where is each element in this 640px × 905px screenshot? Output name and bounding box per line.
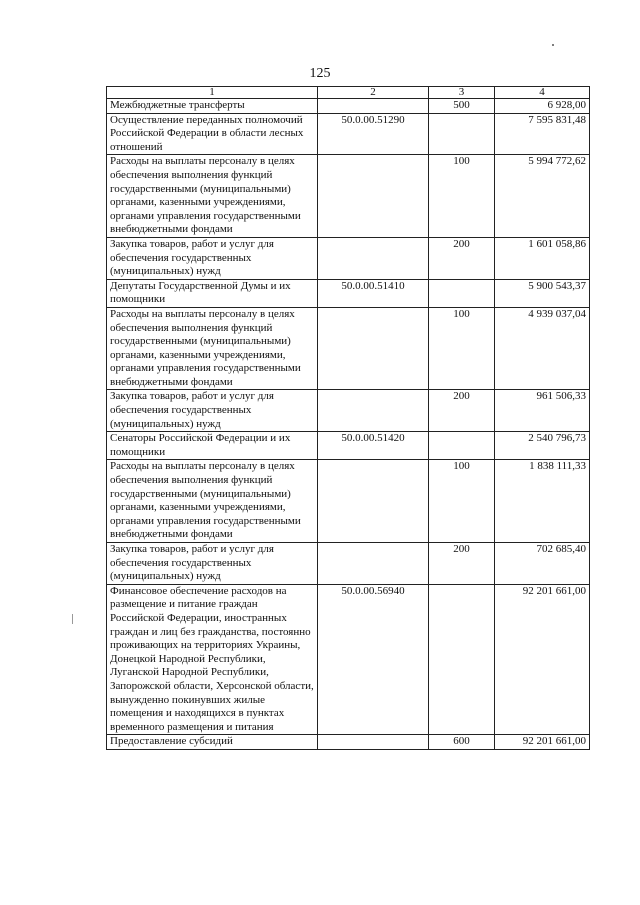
page-number: 125 (309, 66, 331, 81)
row-name-cell: Депутаты Государственной Думы и их помощники (107, 279, 318, 307)
row-name-cell: Межбюджетные трансферты (107, 99, 318, 114)
row-type-cell: 200 (429, 390, 495, 432)
row-type-cell: 100 (429, 155, 495, 238)
row-amount-cell: 92 201 661,00 (495, 735, 590, 750)
table-row (107, 543, 590, 585)
row-type-cell (429, 432, 495, 460)
column-header-4: 4 (495, 87, 590, 99)
column-header-3: 3 (429, 87, 495, 99)
row-type-cell: 100 (429, 460, 495, 543)
margin-mark (72, 614, 73, 624)
row-code-cell (318, 155, 429, 238)
budget-table (106, 86, 590, 750)
row-type-cell: 200 (429, 237, 495, 279)
column-header-1: 1 (107, 87, 318, 99)
row-name-cell: Закупка товаров, работ и услуг для обеспечения государственных (муниципальных) нужд (107, 390, 318, 432)
row-name-cell: Предоставление субсидий (107, 735, 318, 750)
table-row (107, 307, 590, 390)
table-header-row (107, 87, 590, 99)
row-type-cell (429, 279, 495, 307)
scan-speck (552, 44, 554, 46)
row-code-cell: 50.0.00.51420 (318, 432, 429, 460)
table-row (107, 390, 590, 432)
row-code-cell: 50.0.00.51290 (318, 113, 429, 155)
table-row (107, 432, 590, 460)
row-code-cell: 50.0.00.51410 (318, 279, 429, 307)
row-amount-cell: 1 838 111,33 (495, 460, 590, 543)
row-code-cell: 50.0.00.56940 (318, 584, 429, 735)
row-name-cell: Финансовое обеспечение расходов на размещение и питание граждан Российской Федерации, иностранных граждан и лиц без гражданства, постоянно проживающих на территориях Украины, Донецкой Народной Республики, Луганской Народной Республики, Запорожской области, Херсонской области, вынужденно покинувших жилые помещения и находящихся в пунктах временного размещения и питания (107, 584, 318, 735)
row-name-cell: Закупка товаров, работ и услуг для обеспечения государственных (муниципальных) нужд (107, 543, 318, 585)
row-type-cell: 500 (429, 99, 495, 114)
table-row (107, 279, 590, 307)
row-code-cell (318, 99, 429, 114)
row-amount-cell: 702 685,40 (495, 543, 590, 585)
row-name-cell: Расходы на выплаты персоналу в целях обеспечения выполнения функций государственными (муниципальными) органами, казенными учреждениями, органами управления государственными внебюджетными фондами (107, 460, 318, 543)
table-row (107, 735, 590, 750)
row-code-cell (318, 390, 429, 432)
row-amount-cell: 7 595 831,48 (495, 113, 590, 155)
row-code-cell (318, 543, 429, 585)
row-name-cell: Осуществление переданных полномочий Российской Федерации в области лесных отношений (107, 113, 318, 155)
table-row (107, 460, 590, 543)
row-type-cell (429, 113, 495, 155)
row-amount-cell: 5 900 543,37 (495, 279, 590, 307)
table-row (107, 584, 590, 735)
table-row (107, 155, 590, 238)
row-amount-cell: 6 928,00 (495, 99, 590, 114)
column-header-2: 2 (318, 87, 429, 99)
row-code-cell (318, 307, 429, 390)
table-row (107, 237, 590, 279)
row-amount-cell: 2 540 796,73 (495, 432, 590, 460)
row-code-cell (318, 237, 429, 279)
row-amount-cell: 1 601 058,86 (495, 237, 590, 279)
row-amount-cell: 961 506,33 (495, 390, 590, 432)
row-amount-cell: 5 994 772,62 (495, 155, 590, 238)
table-row (107, 99, 590, 114)
row-type-cell: 600 (429, 735, 495, 750)
row-code-cell (318, 460, 429, 543)
row-name-cell: Расходы на выплаты персоналу в целях обеспечения выполнения функций государственными (муниципальными) органами, казенными учреждениями, органами управления государственными внебюджетными фондами (107, 155, 318, 238)
row-type-cell (429, 584, 495, 735)
row-type-cell: 100 (429, 307, 495, 390)
row-name-cell: Закупка товаров, работ и услуг для обеспечения государственных (муниципальных) нужд (107, 237, 318, 279)
row-amount-cell: 4 939 037,04 (495, 307, 590, 390)
row-amount-cell: 92 201 661,00 (495, 584, 590, 735)
row-name-cell: Сенаторы Российской Федерации и их помощники (107, 432, 318, 460)
row-code-cell (318, 735, 429, 750)
table-row (107, 113, 590, 155)
row-name-cell: Расходы на выплаты персоналу в целях обеспечения выполнения функций государственными (муниципальными) органами, казенными учреждениями, органами управления государственными внебюджетными фондами (107, 307, 318, 390)
row-type-cell: 200 (429, 543, 495, 585)
